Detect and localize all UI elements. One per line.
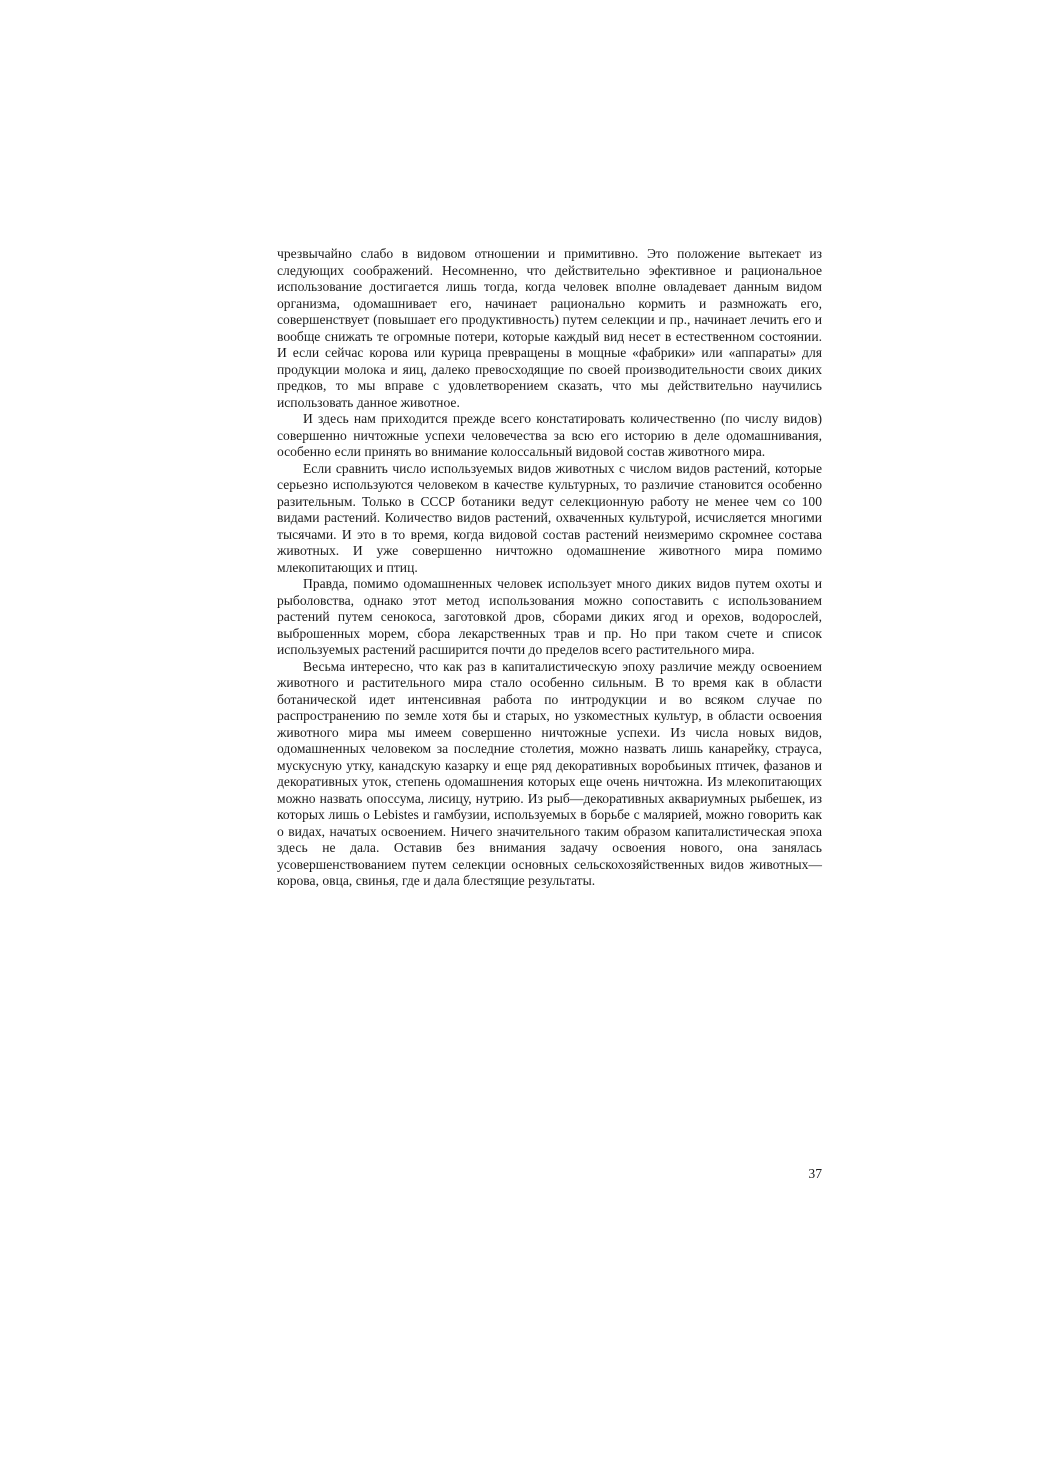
paragraph-1: чрезвычайно слабо в видовом отношении и примитивно. Это положение вытекает из следующих соображений. Несомненно, что действительно эфективное и рациональное использование достигается лишь тогда, когда человек вполне овладевает данным видом организма, одомашнивает его, начинает рационально кормить и размножать его, совершенствует (повышает его продуктивность) путем селекции и пр., начинает лечить его и вообще снижать те огромные потери, которые каждый вид несет в естественном состоянии. И если сейчас корова или курица превращены в мощные «фабрики» или «аппараты» для продукции молока и яиц, далеко превосходящие по своей производительности своих диких предков, то мы вправе с удовлетворением сказать, что мы действительно научились использовать данное животное. [277,246,822,410]
body-text [277,246,822,890]
paragraph-5: Весьма интересно, что как раз в капиталистическую эпоху различие между освоением животного и растительного мира стало особенно сильным. В то время как в области ботанической идет интенсивная работа по интродукции и во всяком случае по распространению по земле хотя бы и старых, но узкоместных культур, в области освоения животного мира мы имеем совершенно ничтожные успехи. Из числа новых видов, одомашненных человеком за последние столетия, можно назвать лишь канарейку, страуса, мускусную утку, канадскую казарку и еще ряд декоративных воробьиных птичек, фазанов и декоративных уток, степень одомашнения которых еще очень ничтожна. Из млекопитающих можно назвать опоссума, лисицу, нутрию. Из рыб—декоративных аквариумных рыбешек, из которых лишь о Lebistes и гамбузии, используемых в борьбе с малярией, можно говорить как о видах, начатых освоением. Ничего значительного таким образом капиталистическая эпоха здесь не дала. Оставив без внимания задачу освоения нового, она занялась усовершенствованием путем селекции основных сельскохозяйственных видов животных—корова, овца, свинья, где и дала блестящие результаты. [277,658,822,888]
paragraph-4: Правда, помимо одомашненных человек использует много диких видов путем охоты и рыболовства, однако этот метод использования можно сопоставить с использованием растений путем сенокоса, заготовкой дров, сборами диких ягод и орехов, водорослей, выброшенных морем, сбора лекарственных трав и пр. Но при таком счете и список используемых растений расширится почти до пределов всего растительного мира. [277,576,822,657]
paragraph-2: И здесь нам приходится прежде всего констатировать количественно (по числу видов) совершенно ничтожные успехи человечества за всю его историю в деле одомашнивания, особенно если принять во внимание колоссальный видовой состав животного мира. [277,411,822,459]
paragraph-3: Если сравнить число используемых видов животных с числом видов растений, которые серьезно используются человеком в качестве культурных, то различие становится особенно разительным. Только в СССР ботаники ведут селекционную работу не менее чем со 100 видами растений. Количество видов растений, охваченных культурой, исчисляется многими тысячами. И это в то время, когда видовой состав растений неизмеримо скромнее состава животных. И уже совершенно ничтожно одомашнение животного мира помимо млекопитающих и птиц. [277,460,822,575]
page-number: 37 [808,1166,822,1181]
